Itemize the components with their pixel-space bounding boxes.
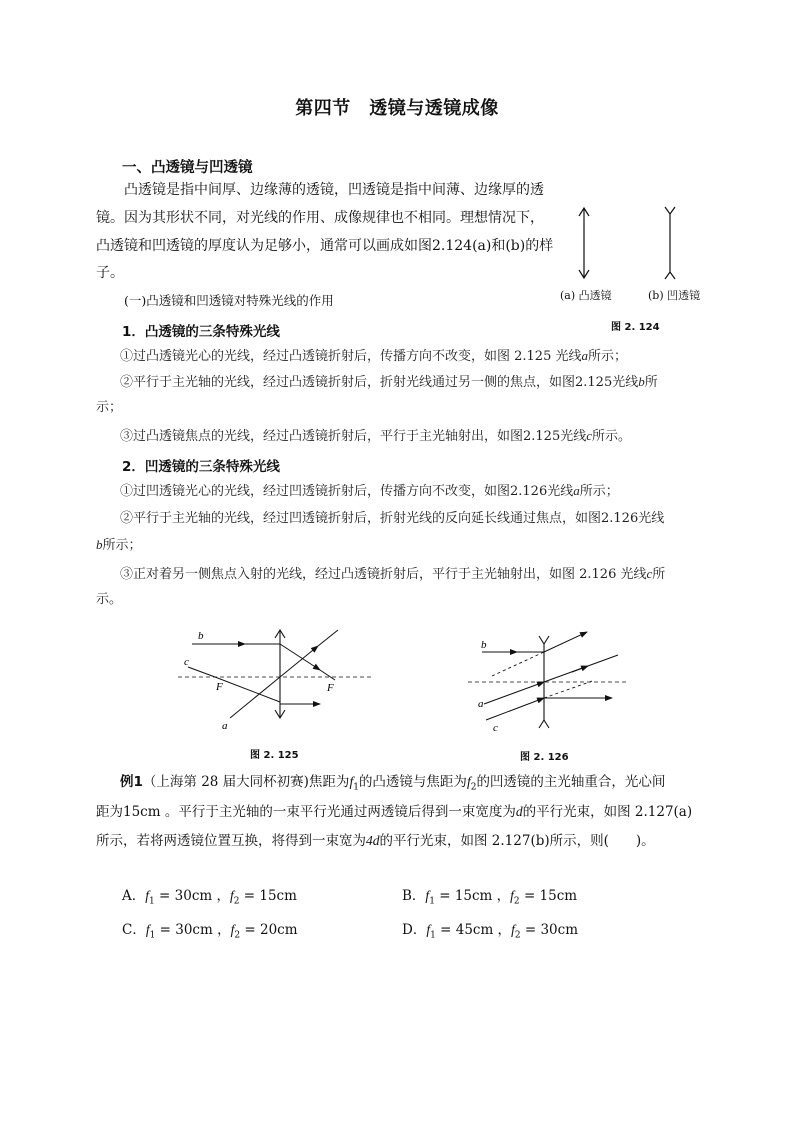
option-c[interactable]: C．$f_1 = 30cm$ ，$f_2 = 20cm$ (122, 922, 298, 941)
figure-2-124-label-b: (b) 凹透镜 (648, 289, 701, 302)
concave-rule-2: ②平行于主光轴的光线，经过凹透镜折射后，折射光线的反向延长线通过焦点，如图2.126光线 (120, 511, 665, 526)
example-line-3: 所示，若将两透镜位置互换，将得到一束宽为4d的平行光束，如图 2.127(b)所示，则( )。 (96, 833, 655, 849)
convex-rule-1: ①过凸透镜光心的光线，经过凸透镜折射后，传播方向不改变，如图 2.125 光线a所示； (120, 348, 627, 364)
ray-label-b: b (481, 639, 487, 651)
ray-b (482, 632, 587, 676)
option-b[interactable]: B．$f_1 = 15cm$ ，$f_2 = 15cm$ (402, 888, 578, 907)
ray-label-a: a (222, 720, 228, 732)
figure-2-126-caption: 图 2. 126 (520, 752, 569, 763)
figure-2-124 (555, 200, 715, 335)
intro-line-4: 子。 (96, 265, 124, 281)
intro-line-1: 凸透镜是指中间厚、边缘薄的透镜，凹透镜是指中间薄、边缘厚的透 (124, 182, 544, 198)
concave-rule-3-cont: 示。 (96, 592, 123, 607)
ray-label-c: c (184, 656, 189, 668)
concave-rule-3: ③正对着另一侧焦点入射的光线，经过凸透镜折射后，平行于主光轴射出，如图 2.126 光线c所 (120, 566, 666, 582)
option-a[interactable]: A．$f_1 = 30cm$ ，$f_2 = 15cm$ (122, 888, 297, 907)
section-heading: 一、凸透镜与凹透镜 (122, 160, 253, 176)
subsection-heading: (一)凸透镜和凹透镜对特殊光线的作用 (124, 293, 334, 308)
ray-c (486, 680, 612, 720)
ray-a (484, 655, 618, 704)
convex-rule-2: ②平行于主光轴的光线，经过凸透镜折射后，折射光线通过另一侧的焦点，如图2.125光线b所 (120, 374, 658, 390)
figure-2-125 (170, 620, 380, 740)
concave-heading: 2．凹透镜的三条特殊光线 (122, 459, 280, 475)
example-line-1: 例1（上海第 28 届大同杯初赛)焦距为$f_1$的凸透镜与焦距为$f_2$的凹透镜的主光轴重合，光心间 (120, 774, 666, 793)
convex-heading: 1．凸透镜的三条特殊光线 (122, 324, 280, 340)
focus-label-right: F (327, 682, 334, 694)
convex-rule-3: ③过凸透镜焦点的光线，经过凸透镜折射后，平行于主光轴射出，如图2.125光线c所示。 (120, 428, 632, 444)
option-d[interactable]: D．$f_1 = 45cm$ ，$f_2 = 30cm$ (402, 922, 579, 941)
intro-line-2: 镜。因为其形状不同，对光线的作用、成像规律也不相同。理想情况下， (96, 210, 544, 226)
figure-2-126 (462, 628, 632, 740)
page-title: 第四节 透镜与透镜成像 (295, 98, 499, 119)
ray-a (230, 630, 338, 718)
convex-lens-symbol (579, 208, 589, 278)
example-line-2: 距为15cm 。平行于主光轴的一束平行光通过两透镜后得到一束宽度为d的平行光束，如图 2.127(a) (96, 804, 693, 820)
intro-line-3: 凸透镜和凹透镜的厚度认为足够小，通常可以画成如图2.124(a)和(b)的样 (96, 238, 554, 254)
figure-2-124-label-a: (a) 凸透镜 (560, 289, 612, 302)
focus-label-left: F (216, 681, 223, 693)
ray-label-b: b (198, 630, 204, 642)
figure-2-125-caption: 图 2. 125 (250, 750, 299, 761)
concave-rule-2-cont: b所示； (96, 537, 142, 553)
concave-lens-symbol (665, 207, 675, 279)
concave-rule-1: ①过凹透镜光心的光线，经过凹透镜折射后，传播方向不改变，如图2.126光线a所示； (120, 483, 619, 499)
ray-label-c: c (493, 722, 498, 734)
ray-label-a: a (478, 698, 484, 710)
figure-2-124-caption: 图 2. 124 (611, 322, 660, 333)
convex-rule-2-cont: 示； (96, 400, 123, 415)
